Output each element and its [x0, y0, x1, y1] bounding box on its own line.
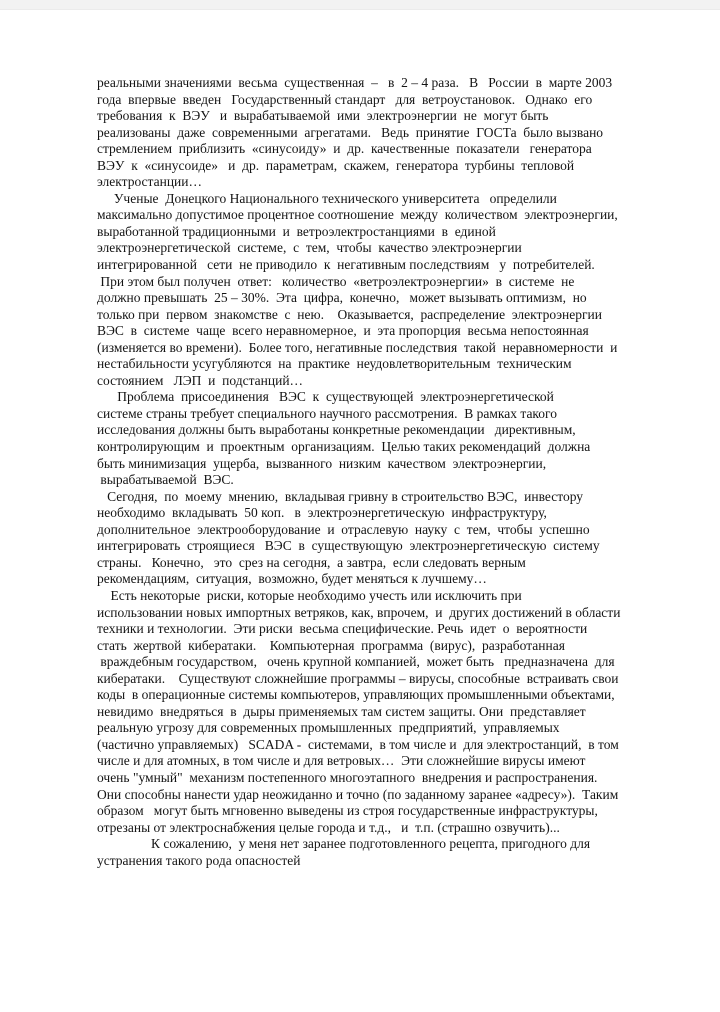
text-line: рекомендациям, ситуация, возможно, будет меняться к лучшему…: [97, 571, 487, 587]
text-line: стать жертвой кибератаки. Компьютерная программа (вирус), разработанная: [97, 637, 565, 653]
text-line: кибератаки. Существуют сложнейшие программы – вирусы, способные встраивать свои: [97, 670, 619, 686]
text-line: (частично управляемых) SCADA - системами, в том числе и для электростанций, в том: [97, 736, 619, 752]
text-line: образом могут быть мгновенно выведены из строя государственные инфраструктуры,: [97, 803, 598, 819]
text-line: Ученые Донецкого Национального технического университета определили: [97, 190, 557, 206]
text-line: устранения такого рода опасностей: [97, 852, 301, 868]
text-line: очень "умный" механизм постепенного многоэтапного внедрения и распространения.: [97, 769, 598, 785]
text-line: интегрировать строящиеся ВЭС в существующую электроэнергетическую систему: [97, 538, 600, 554]
top-strip: [0, 0, 720, 10]
text-line: Они способны нанести удар неожиданно и точно (по заданному заранее «адресу»). Таким: [97, 786, 619, 802]
text-line: контролирующим и проектным организациям. Целью таких рекомендаций должна: [97, 439, 591, 455]
text-line: техники и технологии. Эти риски весьма специфические. Речь идет о вероятности: [97, 621, 588, 637]
text-line: быть минимизация ущерба, вызванного низким качеством электроэнергии,: [97, 455, 547, 471]
text-line: исследования должны быть выработаны конкретные рекомендации директивным,: [97, 422, 576, 438]
text-line: ВЭС в системе чаще всего неравномерное, и эта пропорция весьма непостоянная: [97, 323, 589, 339]
text-line: максимально допустимое процентное соотношение между количеством электроэнергии,: [97, 207, 618, 223]
text-line: При этом был получен ответ: количество «ветроэлектроэнергии» в системе не: [97, 273, 575, 289]
text-line: года впервые введен Государственный стандарт для ветроустановок. Однако его: [97, 91, 593, 107]
text-line: коды в операционные системы компьютеров, управляющих промышленными объектами,: [97, 687, 615, 703]
text-line: использовании новых импортных ветряков, как, впрочем, и других достижений в области: [97, 604, 621, 620]
text-line: системе страны требует специального научного рассмотрения. В рамках такого: [97, 405, 558, 421]
text-line: только при первом знакомстве с нею. Оказывается, распределение электроэнергии: [97, 306, 602, 322]
text-line: должно превышать 25 – 30%. Эта цифра, конечно, может вызывать оптимизм, но: [97, 290, 587, 306]
text-line: состоянием ЛЭП и подстанций…: [97, 372, 304, 388]
text-line: электростанции…: [97, 174, 203, 190]
text-line: Проблема присоединения ВЭС к существующей электроэнергетической: [97, 389, 554, 405]
text-line: стремлением приблизить «синусоиду» и др. качественные показатели генератора: [97, 141, 592, 157]
text-line: реализованы даже современными агрегатами. Ведь принятие ГОСТа было вызвано: [97, 124, 604, 140]
text-line: требования к ВЭУ и вырабатываемой ими электроэнергии не могут быть: [97, 108, 549, 124]
text-line: электроэнергетической системе, с тем, чтобы качество электроэнергии: [97, 240, 522, 256]
text-line: страны. Конечно, это срез на сегодня, а завтра, если следовать верным: [97, 554, 526, 570]
text-line: числе и для атомных, в том числе и для ветровых… Эти сложнейшие вирусы имеют: [97, 753, 586, 769]
text-line: Сегодня, по моему мнению, вкладывая гривну в строительство ВЭС, инвестору: [97, 488, 584, 504]
document-page: [97, 75, 657, 869]
text-line: реальными значениями весьма существенная – в 2 – 4 раза. В России в марте 2003: [97, 75, 613, 90]
text-line: невидимо внедряться в дыры применяемых там систем защиты. Они представляет: [97, 703, 586, 719]
text-line: нестабильности усугубляются на практике неудовлетворительным техническим: [97, 356, 572, 372]
text-line: выработанной традиционными и ветроэлектростанциями в единой: [97, 223, 496, 239]
text-line: К сожалению, у меня нет заранее подготовленного рецепта, пригодного для: [97, 836, 591, 852]
text-line: ВЭУ к «синусоиде» и др. параметрам, скажем, генератора турбины тепловой: [97, 157, 575, 173]
text-line: Есть некоторые риски, которые необходимо учесть или исключить при: [97, 587, 522, 603]
text-line: реальную угрозу для современных промышленных предприятий, управляемых: [97, 720, 560, 736]
text-line: необходимо вкладывать 50 коп. в электроэнергетическую инфраструктуру,: [97, 505, 547, 521]
text-line: интегрированной сети не приводило к негативным последствиям у потребителей.: [97, 257, 595, 273]
text-line: (изменяется во времени). Более того, негативные последствия такой неравномерности и: [97, 339, 618, 355]
text-line: дополнительное электрооборудование и отраслевую науку с тем, чтобы успешно: [97, 521, 590, 537]
text-line: враждебным государством, очень крупной компанией, может быть предназначена для: [97, 654, 615, 670]
document-lines: [97, 75, 657, 869]
text-line: отрезаны от электроснабжения целые города и т.д., и т.п. (страшно озвучить)...: [97, 819, 560, 835]
text-line: вырабатываемой ВЭС.: [97, 472, 234, 488]
